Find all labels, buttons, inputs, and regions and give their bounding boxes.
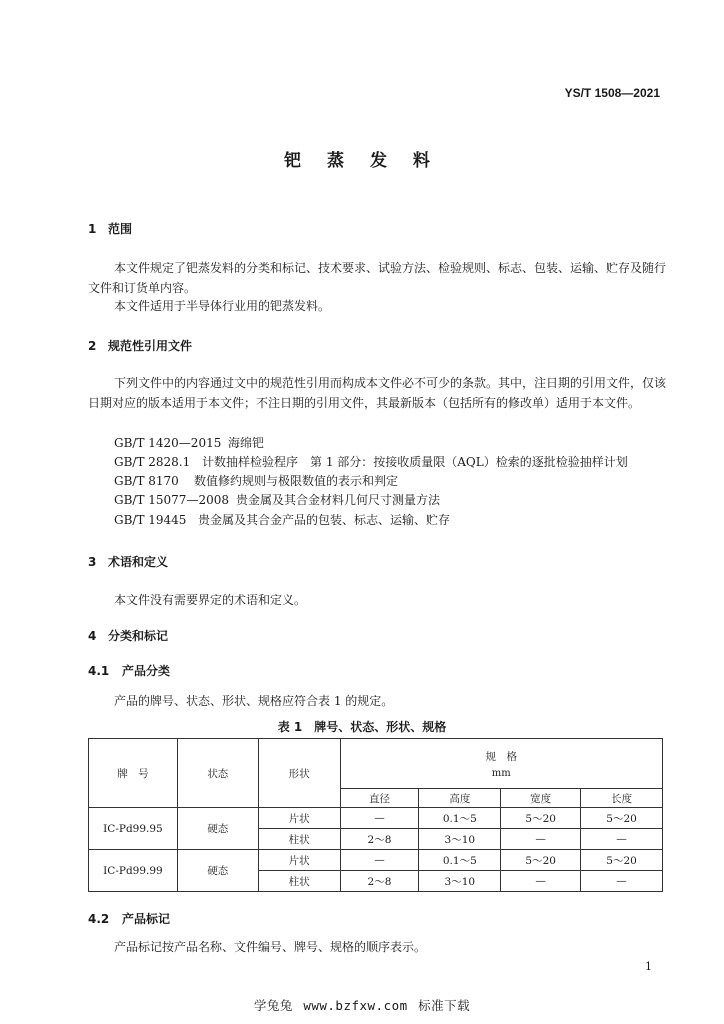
section-4-heading [88,627,168,644]
subsection-title: 产品分类 [122,664,171,678]
section-title: 术语和定义 [108,555,169,569]
footer-watermark [0,996,724,1014]
reference-title: 海绵钯 [228,436,265,450]
header-length: 长度 [581,789,663,808]
scope-paragraph-1: 本文件规定了钯蒸发料的分类和标记、技术要求、试验方法、检验规则、标志、包装、运输、贮存及随行文件和订货单内容。 [88,261,667,295]
cell-height: 3～10 [419,829,501,850]
page-number: 1 [645,960,652,973]
section-title: 范围 [108,222,133,236]
cell-width: — [501,871,581,892]
subsection-number: 4.1 [88,664,110,678]
section-1-heading [88,220,132,237]
reference-code: GB/T 2828.1 [114,455,191,469]
header-shape: 形状 [258,739,340,808]
cell-diameter: 2～8 [340,829,419,850]
footer-slogan: 标准下载 [418,998,471,1013]
document-title: 钯 蒸 发 料 [284,151,440,171]
section-3-heading [88,553,168,570]
cell-height: 3～10 [419,871,501,892]
section-number: 4 [88,629,97,643]
marking-paragraph: 产品标记按产品名称、文件编号、牌号、规格的顺序表示。 [114,940,427,954]
cell-grade: IC-Pd99.95 [89,808,178,850]
classification-paragraph: 产品的牌号、状态、形状、规格应符合表 1 的规定。 [114,694,394,708]
footer-site-name: 学兔兔 [253,998,293,1013]
subsection-4-2-heading [88,910,170,927]
reference-code: GB/T 1420—2015 [114,436,222,450]
section-number: 3 [88,555,97,569]
cell-grade: IC-Pd99.99 [89,850,178,892]
header-height: 高度 [419,789,501,808]
cell-diameter: — [340,850,419,871]
header-state: 状态 [177,739,258,808]
reference-title: 贵金属及其合金材料几何尺寸测量方法 [236,493,441,507]
reference-title: 贵金属及其合金产品的包装、标志、运输、贮存 [198,513,451,527]
references-intro: 下列文件中的内容通过文中的规范性引用而构成本文件必不可少的条款。其中，注日期的引用文件，仅该日期对应的版本适用于本文件；不注日期的引用文件，其最新版本（包括所有的修改单）适用于本文件。 [88,376,667,410]
table-row [89,808,663,829]
cell-height: 0.1～5 [419,850,501,871]
subsection-4-1-heading [88,662,170,679]
reference-title: 数值修约规则与极限数值的表示和判定 [194,474,399,488]
footer-url-link[interactable]: www.bzfxw.com [303,998,408,1013]
cell-width: 5～20 [501,850,581,871]
reference-title: 计数抽样检验程序 第 1 部分：按接收质量限（AQL）检索的逐批检验抽样计划 [202,455,628,469]
reference-item [114,453,628,470]
cell-length: 5～20 [581,850,663,871]
cell-width: — [501,829,581,850]
section-2-heading [88,337,192,354]
cell-shape: 片状 [258,808,340,829]
cell-shape: 片状 [258,850,340,871]
cell-diameter: — [340,808,419,829]
header-spec [340,739,662,789]
header-unit: mm [491,767,511,779]
section-title: 分类和标记 [108,629,169,643]
spec-table [88,738,663,892]
section-number: 2 [88,339,97,353]
section-number: 1 [88,222,97,236]
reference-code: GB/T 8170 [114,474,179,488]
cell-height: 0.1～5 [419,808,501,829]
header-width: 宽度 [501,789,581,808]
cell-shape: 柱状 [258,829,340,850]
header-grade: 牌 号 [89,739,178,808]
cell-width: 5～20 [501,808,581,829]
scope-paragraph-2: 本文件适用于半导体行业用的钯蒸发料。 [114,299,331,313]
cell-shape: 柱状 [258,871,340,892]
subsection-title: 产品标记 [122,912,171,926]
cell-length: — [581,829,663,850]
cell-diameter: 2～8 [340,871,419,892]
table-caption: 表 1 牌号、状态、形状、规格 [277,720,447,734]
cell-state: 硬态 [177,808,258,850]
subsection-number: 4.2 [88,912,110,926]
reference-code: GB/T 19445 [114,513,187,527]
reference-item [114,511,450,528]
section-title: 规范性引用文件 [108,339,193,353]
cell-state: 硬态 [177,850,258,892]
reference-item [114,491,440,508]
cell-length: — [581,871,663,892]
table-row [89,850,663,871]
reference-item [114,472,398,489]
reference-code: GB/T 15077—2008 [114,493,229,507]
reference-item [114,434,264,451]
terms-paragraph: 本文件没有需要界定的术语和定义。 [114,593,307,607]
document-number: YS/T 1508—2021 [564,86,660,100]
header-diameter: 直径 [340,789,419,808]
cell-length: 5～20 [581,808,663,829]
header-spec-label: 规 格 [485,750,518,763]
